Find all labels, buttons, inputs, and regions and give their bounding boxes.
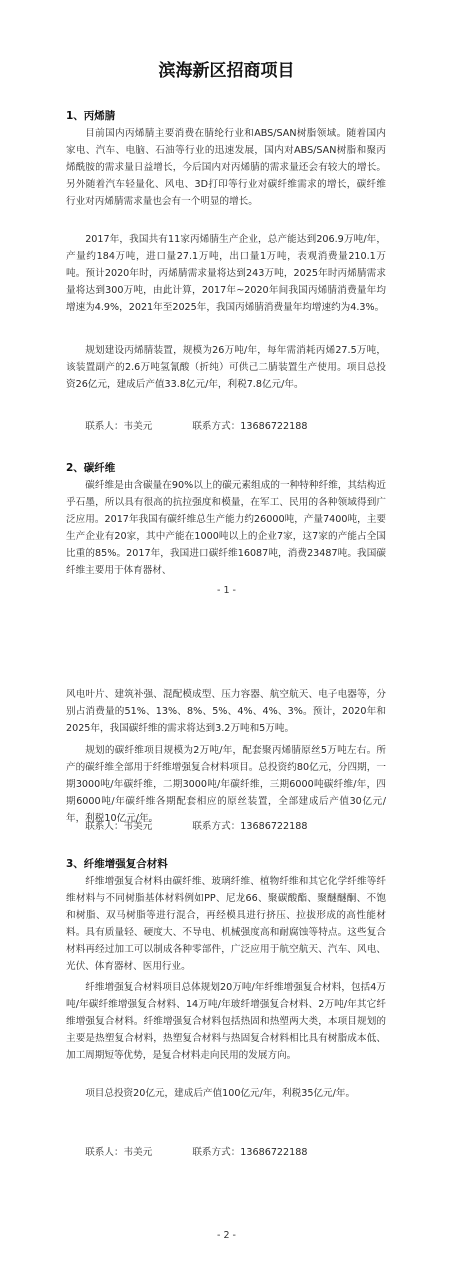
carbon-fiber-paragraph-2: 规划的碳纤维项目规模为2万吨/年，配套聚丙烯腈原丝5万吨左右。所产的碳纤维全部用于纤维增强复合材料项目。总投资约80亿元，分四期，一期3000吨/年碳纤维，二期3000吨/年碳纤维，三期6000吨碳纤维/年，四期6000吨/年碳纤维各期配套相应的原丝装置，全部建成后产值30亿元/年，利税10亿元/年。 (66, 745, 386, 824)
contact-person: 联系人：韦美元 (85, 421, 153, 432)
section-heading-carbon-fiber: 2、碳纤维 (66, 462, 116, 474)
acrylonitrile-paragraph-3: 规划建设丙烯腈装置，规模为26万吨/年，每年需消耗丙烯27.5万吨，该装置副产的2.6万吨氢氰酸（折纯）可供己二腈装置生产使用。项目总投资26亿元，建成后产值33.8亿元/年，利税7.8亿元/年。 (66, 345, 386, 390)
contact-person: 联系人：韦美元 (85, 1147, 153, 1158)
acrylonitrile-paragraph-1: 目前国内丙烯腈主要消费在腈纶行业和ABS/SAN树脂领域。随着国内家电、汽车、电脑、石油等行业的迅速发展，国内对ABS/SAN树脂和聚丙烯酰胺的需求量日益增长，今后国内对丙烯腈的需求量还会有较大的增长。另外随着汽车轻量化、风电、3D打印等行业对碳纤维需求的增长，碳纤维行业对丙烯腈需求量也会有一个明显的增长。 (66, 128, 386, 207)
carbon-fiber-contact (66, 818, 307, 832)
section-heading-acrylonitrile: 1、丙烯腈 (66, 110, 116, 122)
contact-phone: 联系方式：13686722188 (192, 821, 308, 832)
contact-phone: 联系方式：13686722188 (192, 1147, 308, 1158)
page-1 (0, 0, 453, 606)
acrylonitrile-paragraph-2: 2017年，我国共有11家丙烯腈生产企业，总产能达到206.9万吨/年，产量约184万吨，进口量27.1万吨，出口量1万吨，表观消费量210.1万吨。预计2020年时，丙烯腈需求量将达到243万吨，2025年时丙烯腈需求量将达到300万吨，由此计算，2017年~2020年间我国丙烯腈消费量年均增速为4.9%，2021年至2025年，我国丙烯腈消费量年均增速约为4.3%。 (66, 234, 386, 313)
acrylonitrile-contact (66, 418, 307, 432)
composites-contact (66, 1144, 307, 1158)
composites-paragraph-3: 项目总投资20亿元，建成后产值100亿元/年，利税35亿元/年。 (85, 1088, 356, 1099)
composites-paragraph-1: 纤维增强复合材料由碳纤维、玻璃纤维、植物纤维和其它化学纤维等纤维材料与不同树脂基体材料例如PP、尼龙66、聚碳酸酯、聚醚醚酮、不饱和树脂、双马树脂等进行混合，再经模具进行挤压、拉拔形成的高性能材料。具有质量轻、硬度大、不导电、机械强度高和耐腐蚀等特点。这些复合材料再经过加工可以制成各种零部件，广泛应用于航空航天、汽车、风电、光伏、体育器材、医用行业。 (66, 876, 386, 972)
document-title: 滨海新区招商项目 (158, 61, 295, 81)
page-number-2: - 2 - (217, 1230, 236, 1241)
carbon-fiber-paragraph-1a: 碳纤维是由含碳量在90%以上的碳元素组成的一种特种纤维，其结构近乎石墨，所以具有很高的抗拉强度和模量，在军工、民用的各种领域得到广泛应用。2017年我国有碳纤维总生产能力约26000吨，产量7400吨，主要生产企业有20家，其中产能在1000吨以上的企业7家，这7家的产能占全国比重的85%。2017年，我国进口碳纤维16087吨，消费23487吨。我国碳纤维主要用于体育器材、 (66, 480, 386, 576)
section-heading-composites: 3、纤维增强复合材料 (66, 858, 168, 870)
carbon-fiber-paragraph-1b: 风电叶片、建筑补强、混配模成型、压力容器、航空航天、电子电器等，分别占消费量的51%、13%、8%、5%、4%、4%、3%。预计，2020年和2025年，我国碳纤维的需求将达到3.2万吨和5万吨。 (66, 689, 386, 734)
page-2 (0, 606, 453, 1280)
composites-paragraph-2: 纤维增强复合材料项目总体规划20万吨/年纤维增强复合材料，包括4万吨/年碳纤维增强复合材料、14万吨/年玻纤增强复合材料、2万吨/年其它纤维增强复合材料。纤维增强复合材料包括热固和热塑两大类，本项目规划的主要是热塑复合材料，热塑复合材料与热固复合材料相比具有树脂成本低、加工周期短等优势，是复合材料走向民用的发展方向。 (66, 982, 386, 1061)
contact-phone: 联系方式：13686722188 (192, 421, 308, 432)
contact-person: 联系人：韦美元 (85, 821, 153, 832)
page-number-1: - 1 - (217, 585, 236, 596)
